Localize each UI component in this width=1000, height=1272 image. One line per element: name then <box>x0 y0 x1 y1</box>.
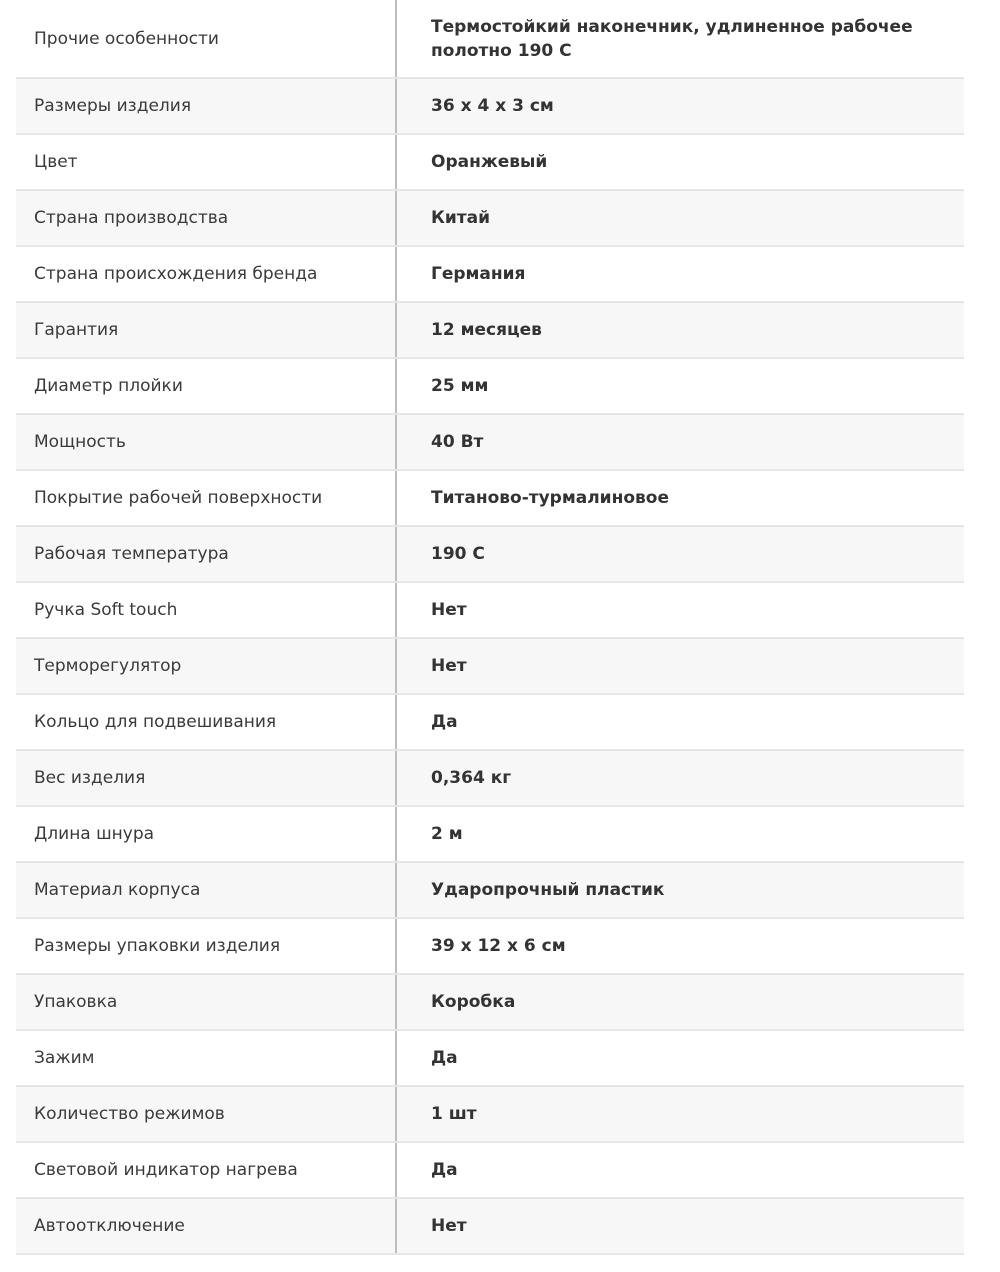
spec-label: Терморегулятор <box>16 638 396 694</box>
table-row <box>16 862 964 918</box>
spec-value: 12 месяцев <box>396 302 964 358</box>
spec-label: Количество режимов <box>16 1086 396 1142</box>
table-row <box>16 582 964 638</box>
spec-value: 0,364 кг <box>396 750 964 806</box>
spec-label: Зажим <box>16 1030 396 1086</box>
table-row <box>16 1030 964 1086</box>
spec-label: Длина шнура <box>16 806 396 862</box>
table-row <box>16 78 964 134</box>
spec-value: Коробка <box>396 974 964 1030</box>
spec-label: Покрытие рабочей поверхности <box>16 470 396 526</box>
spec-label: Рабочая температура <box>16 526 396 582</box>
spec-label: Материал корпуса <box>16 862 396 918</box>
spec-label: Страна производства <box>16 190 396 246</box>
table-row <box>16 638 964 694</box>
spec-label: Кольцо для подвешивания <box>16 694 396 750</box>
spec-value: Нет <box>396 638 964 694</box>
spec-value: Германия <box>396 246 964 302</box>
spec-value: Термостойкий наконечник, удлиненное рабочее полотно 190 С <box>396 0 964 78</box>
spec-label: Автоотключение <box>16 1198 396 1254</box>
table-row <box>16 414 964 470</box>
specifications-table <box>16 0 964 1255</box>
table-row <box>16 302 964 358</box>
table-row <box>16 1142 964 1198</box>
spec-value: 36 х 4 х 3 см <box>396 78 964 134</box>
spec-label: Мощность <box>16 414 396 470</box>
spec-label: Прочие особенности <box>16 0 396 78</box>
table-row <box>16 694 964 750</box>
spec-value: Титаново-турмалиновое <box>396 470 964 526</box>
table-row <box>16 134 964 190</box>
spec-label: Световой индикатор нагрева <box>16 1142 396 1198</box>
spec-label: Диаметр плойки <box>16 358 396 414</box>
spec-value: 190 С <box>396 526 964 582</box>
table-row <box>16 470 964 526</box>
table-row <box>16 1198 964 1254</box>
spec-label: Ручка Soft touch <box>16 582 396 638</box>
table-row <box>16 806 964 862</box>
table-row <box>16 526 964 582</box>
spec-value: 1 шт <box>396 1086 964 1142</box>
spec-value: 2 м <box>396 806 964 862</box>
spec-label: Страна происхождения бренда <box>16 246 396 302</box>
spec-value: Китай <box>396 190 964 246</box>
table-row <box>16 750 964 806</box>
table-row <box>16 358 964 414</box>
spec-value: Нет <box>396 582 964 638</box>
spec-label: Вес изделия <box>16 750 396 806</box>
table-row <box>16 974 964 1030</box>
spec-value: Да <box>396 694 964 750</box>
table-row <box>16 246 964 302</box>
spec-value: 25 мм <box>396 358 964 414</box>
spec-value: 39 х 12 х 6 см <box>396 918 964 974</box>
table-row <box>16 190 964 246</box>
table-row <box>16 1086 964 1142</box>
spec-value: Оранжевый <box>396 134 964 190</box>
spec-value: 40 Вт <box>396 414 964 470</box>
spec-label: Упаковка <box>16 974 396 1030</box>
table-row <box>16 918 964 974</box>
spec-label: Гарантия <box>16 302 396 358</box>
table-row <box>16 0 964 78</box>
spec-label: Размеры изделия <box>16 78 396 134</box>
spec-value: Да <box>396 1030 964 1086</box>
spec-label: Цвет <box>16 134 396 190</box>
spec-value: Да <box>396 1142 964 1198</box>
spec-value: Ударопрочный пластик <box>396 862 964 918</box>
spec-value: Нет <box>396 1198 964 1254</box>
spec-label: Размеры упаковки изделия <box>16 918 396 974</box>
